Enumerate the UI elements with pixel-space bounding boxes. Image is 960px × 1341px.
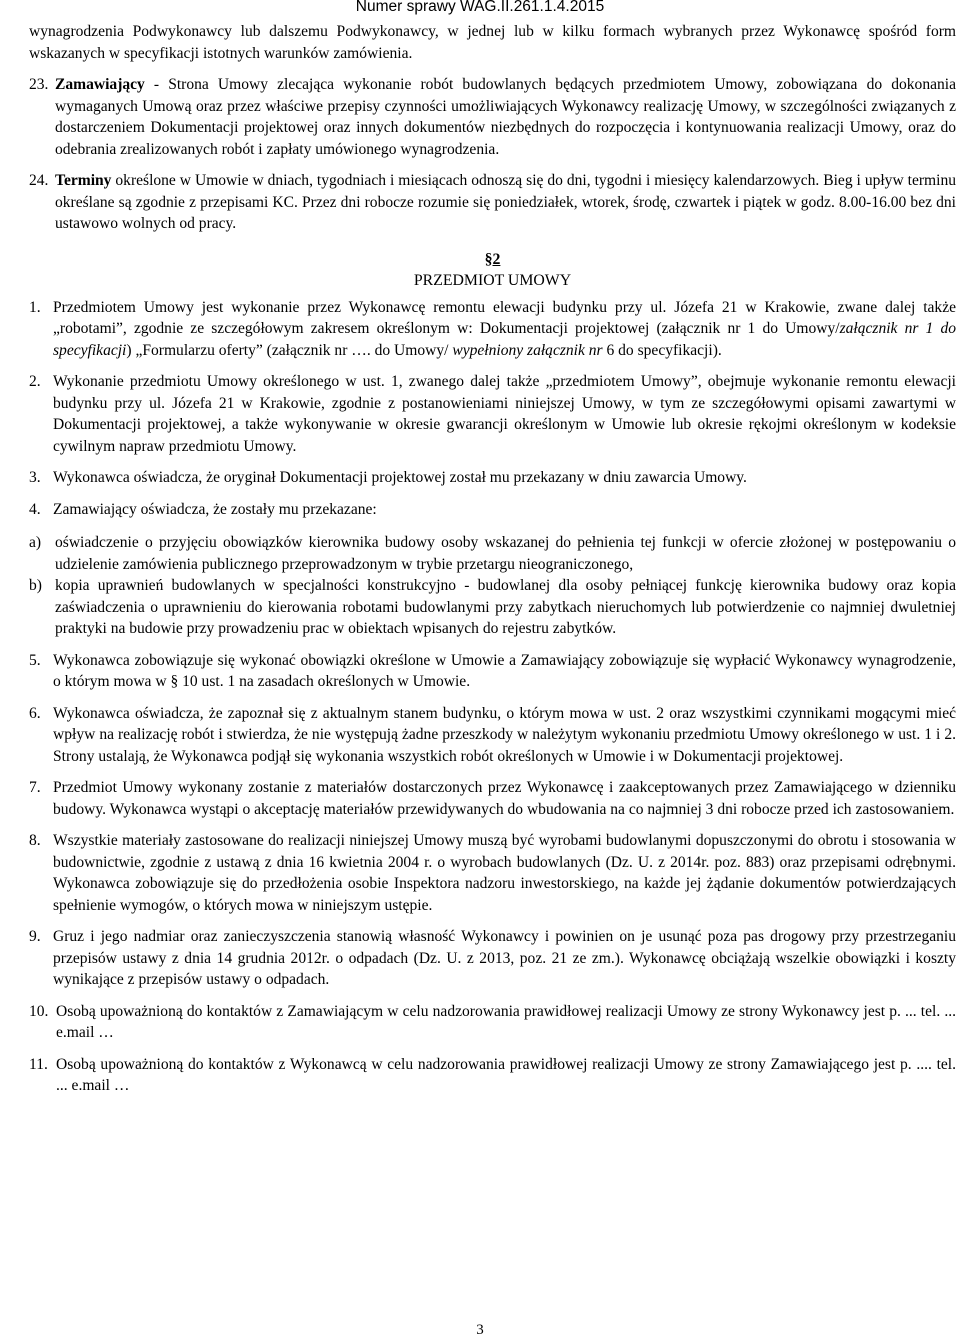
- item-number: 3.: [29, 469, 41, 486]
- document-body: [29, 21, 956, 1097]
- item-number: 23.: [29, 76, 49, 93]
- page-number: 3: [476, 1322, 484, 1338]
- paragraph-10: [29, 1001, 956, 1044]
- item-number: 8.: [29, 832, 41, 849]
- paragraph-8: [29, 830, 956, 916]
- item-number: 5.: [29, 651, 41, 669]
- list-text: kopia uprawnień budowlanych w specjalności konstrukcyjno - budowlanej dla osoby pełniącej funkcję kierownika budowy oraz kopia zaświadczenia o uprawnieniu do kierowania robotami budowlanymi przy zabytkach nieruchomych lub potwierdzenie co najmniej dwuletniej praktyki na budowie przy prowadzeniu prac w obiektach wpisanych do rejestru zabytków.: [55, 577, 956, 637]
- item-number: 1.: [29, 298, 41, 316]
- definition-23: [29, 74, 956, 160]
- list-item-a: [29, 532, 956, 575]
- paragraph-text: Osobą upoważnioną do kontaktów z Wykonawcą w celu nadzorowania prawidłowej realizacji Umowy ze strony Zamawiającego jest p. .... tel. ... e.mail …: [56, 1055, 956, 1094]
- item-number: 7.: [29, 779, 41, 796]
- paragraph-text: Wszystkie materiały zastosowane do realizacji niniejszej Umowy muszą być wyrobami budowlanymi dopuszczonymi do obrotu i stosowania w budownictwie, zgodnie z ustawą z dnia 16 kwietnia 2004 r. o wyrobach budowlanych (Dz. U. z 2014r. poz. 883) oraz przepisami odrębnymi. Wykonawca zobowiązuje się do przedłożenia osobie Inspektora nadzoru inwestorskiego, na każde jej żądanie dokumentów potwierdzających spełnienie wymogów, o których mowa w niniejszym ustępie.: [53, 832, 956, 914]
- paragraph-7: [29, 777, 956, 820]
- paragraph-text: Wykonawca zobowiązuje się wykonać obowiązki określone w Umowie a Zamawiający zobowiązuje się wypłacić Wykonawcy wynagrodzenie, o którym mowa w § 10 ust. 1 na zasadach określonych w Umowie.: [53, 651, 956, 690]
- paragraph-text: Osobą upoważnioną do kontaktów z Zamawiającym w celu nadzorowania prawidłowej realizacji Umowy ze strony Wykonawcy jest p. ... tel. ... e.mail …: [56, 1002, 956, 1041]
- paragraph-text: Wykonawca oświadcza, że zapoznał się z aktualnym stanem budynku, o którym mowa w ust. 2 oraz wszystkimi czynnikami mogącymi mieć wpływ na realizację robót i stwierdza, że nie występują żadne przeszkody w należytym wykonaniu przedmiotu Umowy określonego w ust. 1 i 2. Strony ustalają, że Wykonawca podjął się wykonania wszystkich robót określonych w Umowie i w Dokumentacji projektowej.: [53, 704, 956, 765]
- paragraph-9: [29, 926, 956, 991]
- paragraph-text: Przedmiot Umowy wykonany zostanie z materiałów dostarczonych przez Wykonawcę i zaakceptowanych przez Zamawiającego w dzienniku budowy. Wykonawca wystąpi o akceptację materiałów przewidywanych do wbudowania na co najmniej 3 dni robocze przed ich zastosowaniem.: [53, 779, 956, 818]
- list-letter: b): [29, 577, 42, 594]
- defined-term: Zamawiający: [55, 76, 145, 93]
- defined-term: Terminy: [55, 172, 112, 189]
- intro-paragraph: wynagrodzenia Podwykonawcy lub dalszemu Podwykonawcy, w jednej lub w kilku formach wybranych przez Wykonawcę spośród form wskazanych w specyfikacji istotnych warunków zamówienia.: [29, 23, 956, 62]
- definition-text: określone w Umowie w dniach, tygodniach i miesiącach odnoszą się do dni, tygodni i miesięcy kalendarzowych. Bieg i upływ terminu określane są zgodnie z przepisami KC. Przez dni robocze rozumie się poniedziałek, wtorek, środę, czwartek i piątek w godz. 8.00-16.00 bez dni ustawowo wolnych od pracy.: [55, 172, 956, 232]
- item-number: 2.: [29, 373, 41, 390]
- section-heading: [29, 249, 956, 291]
- definition-24: [29, 170, 956, 235]
- item-number: 24.: [29, 172, 49, 189]
- paragraph-text: Wykonawca oświadcza, że oryginał Dokumentacji projektowej został mu przekazany w dniu zawarcia Umowy.: [53, 469, 747, 486]
- paragraph-2: [29, 371, 956, 457]
- list-text: oświadczenie o przyjęciu obowiązków kierownika budowy osoby wskazanej do pełnienia tej funkcji w ofercie złożonej w postępowaniu o udzielenie zamówienia publicznego przeprowadzonym w trybie przetargu nieograniczonego,: [55, 534, 956, 573]
- section-symbol: §2: [484, 250, 501, 268]
- case-number-header: Numer sprawy WAG.II.261.1.4.2015: [355, 0, 605, 15]
- paragraph-11: [29, 1054, 956, 1097]
- paragraph-4: [29, 499, 956, 521]
- paragraph-1: 1. Przedmiotem Umowy jest wykonanie przez Wykonawcę remontu elewacji budynku przy ul. Józefa 21 w Krakowie, zwane dalej także „robotami”, zgodnie ze szczegółowym zakresem określonym w: Dokumentacji projektowej (załącznik nr 1 do Umowy/załącznik nr 1 do specyfikacji) „Formularzu oferty” (załącznik nr …. do Umowy/ wypełniony załącznik nr 6 do specyfikacji).: [29, 297, 956, 362]
- item-number: 6.: [29, 704, 41, 722]
- list-item-b: [29, 575, 956, 640]
- section-title: PRZEDMIOT UMOWY: [413, 271, 572, 289]
- item-number: 9.: [29, 928, 41, 945]
- item-number: 4.: [29, 500, 41, 518]
- paragraph-3: [29, 467, 956, 489]
- paragraph-6: [29, 703, 956, 768]
- list-letter: a): [29, 534, 42, 551]
- paragraph-5: [29, 650, 956, 693]
- paragraph-text: Wykonanie przedmiotu Umowy określonego w ust. 1, zwanego dalej także „przedmiotem Umowy”, obejmuje wykonanie remontu elewacji budynku przy ul. Józefa 21 w Krakowie, zgodnie z postanowieniami niniejszej Umowy, w tym ze szczegółowymi opisami zawartymi w Dokumentacji projektowej, a także wykonywanie w okresie gwarancji określonym w Umowie lub okresie rękojmi określonym w kodeksie cywilnym napraw przedmiotu Umowy.: [53, 373, 956, 455]
- paragraph-text: Zamawiający oświadcza, że zostały mu przekazane:: [53, 500, 377, 518]
- definition-text: - Strona Umowy zlecająca wykonanie robót budowlanych będących przedmiotem Umowy, zobowiązana do dokonania wymaganych Umową oraz przez właściwe przepisy czynności umożliwiających Wykonawcy realizację Umowy, w szczególności związanych z dostarczeniem Dokumentacji projektowej oraz innych dokumentów niezbędnych do rozpoczęcia i kontynuowania realizacji Umowy, oraz do odebrania zrealizowanych robót i zapłaty umówionego wynagrodzenia.: [55, 76, 956, 158]
- item-number: 11.: [29, 1055, 48, 1073]
- paragraph-text: Gruz i jego nadmiar oraz zanieczyszczenia stanowią własność Wykonawcy i powinien on je usunąć poza pas drogowy przy przestrzeganiu przepisów ustawy z dnia 14 grudnia 2012r. o odpadach (Dz. U. z 2013, poz. 21 ze zm.). Wykonawcę obciążają wszelkie obowiązki i koszty wynikające z przepisów ustawy o odpadach.: [53, 928, 956, 988]
- item-number: 10.: [29, 1002, 49, 1020]
